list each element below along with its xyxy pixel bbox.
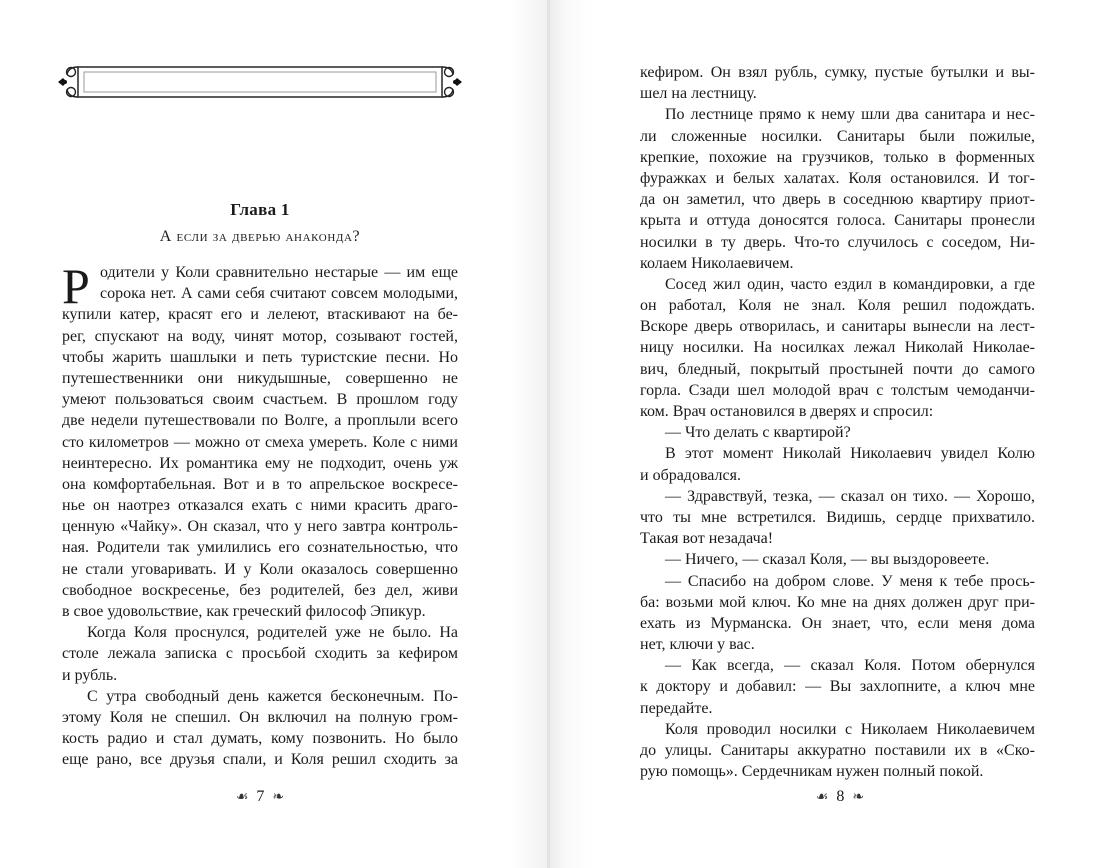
- text-line: до улицы. Санитары аккуратно поставили их в «Ско-: [640, 742, 1035, 759]
- header-ornament-frame: [56, 62, 464, 102]
- text-line: одители у Коли сравнительно нестарые — им еще: [100, 264, 458, 281]
- paragraph: [640, 443, 1035, 485]
- paragraph: [62, 622, 458, 686]
- text-line: нет, ключи у вас.: [640, 636, 755, 654]
- text-line: — Ничего, — сказал Коля, — вы выздоровеете.: [665, 551, 990, 569]
- paragraph: [640, 62, 1035, 104]
- text-line: путешественники они никудышные, совершенно не: [62, 369, 458, 387]
- text-line: купили катер, красят его и лелеют, втаскивают на бе-: [62, 306, 458, 324]
- text-line: нье он наотрез отказался ехать с ними красить драго-: [62, 497, 458, 515]
- paragraph: [62, 686, 458, 771]
- text-line: он работал, Коля не знал. Коля решил подождать.: [640, 297, 1035, 315]
- paragraph: [640, 104, 1035, 274]
- text-line: две недели путешествовали по Волге, а проплыли всего: [62, 412, 458, 430]
- paragraph: [640, 486, 1035, 550]
- text-line: крыта и оттуда доносятся голоса. Санитары пронесли: [640, 212, 1035, 230]
- text-line: крепкие, похожие на грузчиков, только в форменных: [640, 148, 1035, 166]
- text-line: рую помощь». Сердечникам нужен полный покой.: [640, 763, 984, 781]
- text-line: Такая вот незадача!: [640, 530, 774, 548]
- text-line: кость радио и стал думать, кому позвонить. Но было: [62, 730, 458, 748]
- text-line: свободное воскресенье, без родителей, без дел, живи: [62, 581, 458, 599]
- text-line: — Как всегда, — сказал Коля. Потом обернулся: [665, 657, 1035, 675]
- page-number-7: ☙ 7 ❧: [235, 788, 285, 805]
- paragraph: [640, 274, 1035, 422]
- text-line: Когда Коля проснулся, родителей уже не было. На: [87, 624, 458, 642]
- text-line: столе лежала записка с просьбой сходить за кефиром: [62, 645, 458, 663]
- drop-cap: Р: [62, 258, 90, 314]
- text-line: вич, бледный, покрытый простыней почти до самого: [640, 360, 1035, 378]
- text-line: еще рано, все друзья спали, и Коля решил сходить за: [62, 751, 458, 769]
- text-line: она комфортабельная. Вот и в то апрельское воскресе-: [62, 475, 458, 493]
- ornament-icon: ❧: [272, 790, 285, 805]
- text-line: Сосед жил один, часто ездил в командировки, а где: [665, 275, 1035, 293]
- paragraph: [640, 422, 1035, 443]
- text-line: шел на лестницу.: [640, 85, 757, 103]
- text-line: ехать из Мурманска. Он знает, что, если меня дома: [640, 614, 1035, 632]
- text-line: С утра свободный день кажется бесконечным. По-: [87, 687, 458, 705]
- text-line: ли сложенные носилки. Санитары были пожилые,: [640, 127, 1035, 145]
- text-line: Вскоре дверь отворилась, и санитары вынесли на лест-: [640, 318, 1035, 336]
- left-text-column: [62, 258, 458, 771]
- paragraph: [62, 258, 458, 622]
- chapter-title: А если за дверью анаконда?: [159, 228, 361, 245]
- text-line: этому Коля не спешил. Он включил на полную гром-: [62, 708, 458, 726]
- chapter-number: Глава 1: [230, 200, 290, 219]
- paragraph: [640, 549, 1035, 570]
- text-line: горла. Сзади шел молодой врач с толстым чемоданчи-: [640, 381, 1035, 399]
- text-line: ницу носилки. На носилках лежал Николай Николае-: [640, 339, 1035, 357]
- text-line: в свое удовольствие, как греческий философ Эпикур.: [62, 603, 426, 620]
- text-line: ценную «Чайку». Он сказал, что у него завтра контроль-: [62, 518, 458, 536]
- text-line: Коля проводил носилки с Николаем Николаевичем: [665, 720, 1035, 738]
- text-line: ба: возьми мой ключ. Ко мне на днях должен друг при-: [640, 593, 1035, 611]
- text-line: — Что делать с квартирой?: [665, 424, 851, 442]
- text-line: В этот момент Николай Николаевич увидел Колю: [665, 445, 1035, 463]
- text-line: ком. Врач остановился в дверях и спросил:: [640, 403, 934, 420]
- text-line: ная. Родители так умилились его сознательностью, что: [62, 539, 458, 557]
- page-number-8: ☙ 8 ❧: [815, 788, 865, 805]
- text-line: умеют пользоваться своим счастьем. В прошлом году: [62, 391, 458, 409]
- ornament-icon: ☙: [235, 790, 249, 805]
- text-line: сто километров — можно от смеха умереть. Коле с ними: [62, 433, 458, 451]
- ornament-icon: ❧: [852, 790, 865, 805]
- text-line: чтобы жарить шашлыки и петь туристские песни. Но: [62, 348, 458, 366]
- text-line: неинтересно. Их романтика ему не подходит, очень уж: [62, 454, 458, 472]
- text-line: да он заметил, что дверь в соседнюю квартиру приот-: [640, 191, 1035, 209]
- text-line: — Здравствуй, тезка, — сказал он тихо. — Хорошо,: [665, 487, 1035, 505]
- ornament-icon: ☙: [815, 790, 829, 805]
- text-line: носилки в ту дверь. Что-то случилось с соседом, Ни-: [640, 233, 1035, 251]
- text-line: и рубль.: [62, 666, 118, 684]
- text-line: колаем Николаевичем.: [640, 254, 794, 272]
- paragraph: [640, 719, 1035, 783]
- text-line: — Спасибо на добром слове. У меня к тебе прось-: [665, 572, 1035, 590]
- right-text-column: [640, 62, 1035, 782]
- text-line: сорока нет. А сами себя считают совсем молодыми,: [100, 285, 458, 303]
- paragraph: [640, 655, 1035, 719]
- text-line: кефиром. Он взял рубль, сумку, пустые бутылки и вы-: [640, 64, 1035, 81]
- text-line: фуражках и белых халатах. Коля остановился. И тог-: [640, 169, 1035, 187]
- text-line: и обрадовался.: [640, 466, 741, 484]
- text-line: передайте.: [640, 699, 713, 717]
- text-line: рег, спускают на воду, чинят мотор, созывают гостей,: [62, 327, 458, 345]
- text-line: По лестнице прямо к нему шли два санитара и нес-: [665, 106, 1035, 124]
- text-line: к доктору и добавил: — Вы захлопните, а ключ мне: [640, 678, 1035, 696]
- text-line: что ты мне встретился. Видишь, сердце прихватило.: [640, 508, 1035, 526]
- paragraph: [640, 571, 1035, 656]
- text-line: не стали уговаривать. И у Коли оказалось совершенно: [62, 560, 458, 578]
- right-page: [550, 0, 1099, 868]
- left-page: [0, 0, 548, 868]
